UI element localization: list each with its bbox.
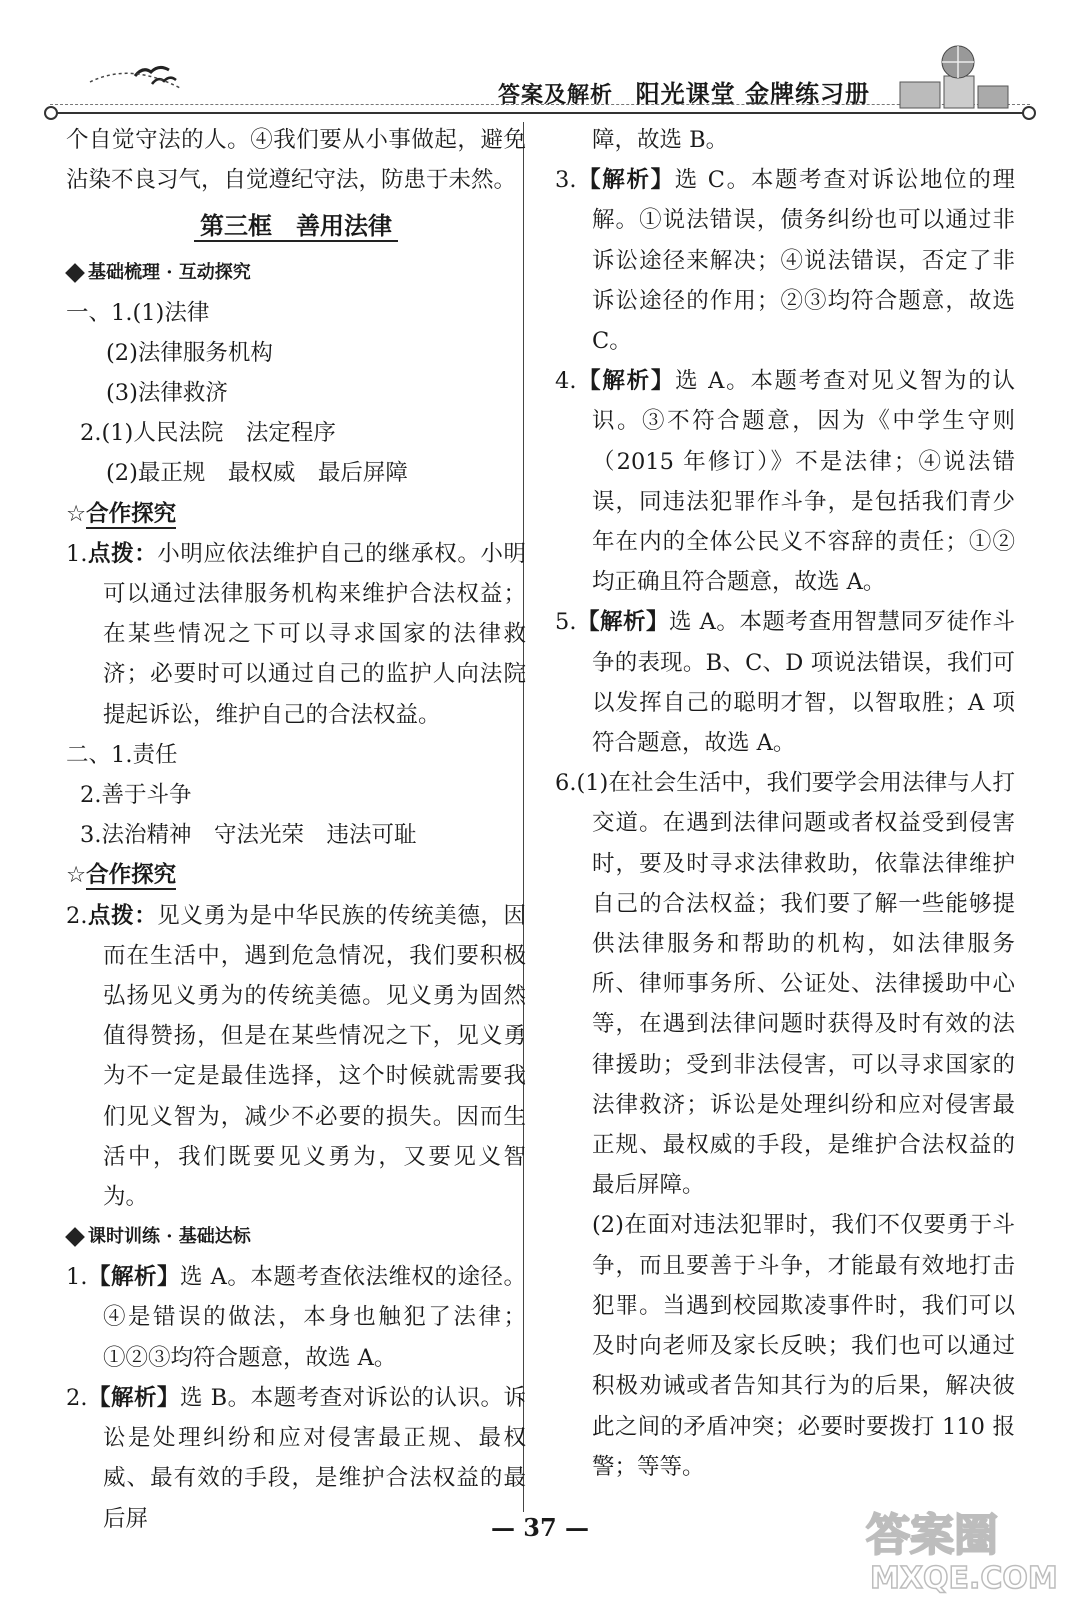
answer-line: (2)法律服务机构 bbox=[106, 339, 273, 366]
watermark-text: 答案圈 bbox=[866, 1510, 998, 1561]
answer-line: (3)法律救济 bbox=[106, 380, 228, 407]
book-brand: 阳光课堂 金牌练习册 bbox=[635, 79, 870, 108]
section-heading-basics: 基础梳理 · 互动探究 bbox=[66, 253, 526, 293]
watermark-logo bbox=[856, 1500, 1066, 1595]
globe-books-icon bbox=[880, 42, 1020, 112]
hint-paragraph: 2.点拨：见义勇为是中华民族的传统美德，因而在生活中，遇到危急情况，我们要积极弘扬见义勇为的传统美德。见义勇为固然值得赞扬，但是在某些情况之下，见义勇为不一定是最佳选择，这个时候就需要我们见义智为，减少不必要的损失。因而生活中，我们既要见义勇为，又要见义智为。 bbox=[66, 902, 526, 1211]
continued-answer: 个自觉守法的人。④我们要从小事做起，避免沾染不良习气，自觉遵纪守法，防患于未然。 bbox=[66, 127, 526, 194]
analysis-paragraph: 5.【解析】选 A。本题考查用智慧同歹徒作斗争的表现。B、C、D 项说法错误，我们可以发挥自己的聪明才智，以智取胜；A 项符合题意，故选 A。 bbox=[555, 609, 1015, 757]
birds-icon bbox=[80, 54, 200, 94]
section-label: 答案及解析 bbox=[497, 82, 613, 108]
cooperative-heading: ☆合作探究 bbox=[66, 862, 177, 889]
section-heading-training: 课时训练 · 基础达标 bbox=[66, 1217, 526, 1257]
header-title bbox=[498, 74, 870, 109]
header-rule bbox=[50, 112, 1030, 114]
answer-line: 2.(1)人民法院 法定程序 bbox=[80, 420, 336, 447]
continued-answer: 障，故选 B。 bbox=[592, 127, 729, 153]
analysis-paragraph: 2.【解析】选 B。本题考查对诉讼的认识。诉讼是处理纠纷和应对侵害最正规、最权威、最有效的手段，是维护合法权益的最后屏 bbox=[66, 1384, 526, 1532]
frame-title: 第三框 善用法律 bbox=[66, 206, 526, 246]
header-dot-left bbox=[44, 106, 58, 120]
watermark-url: MXQE.COM bbox=[870, 1561, 1058, 1595]
analysis-paragraph: 3.【解析】选 C。本题考查对诉讼地位的理解。①说法错误，债务纠纷也可以通过非诉讼途径来解决；④说法错误，否定了非诉讼途径的作用；②③均符合题意，故选 C。 bbox=[555, 167, 1015, 355]
diamond-icon bbox=[65, 263, 85, 283]
answer-line: (2)最正规 最权威 最后屏障 bbox=[106, 460, 408, 487]
left-column bbox=[66, 120, 526, 1539]
diamond-icon bbox=[65, 1227, 85, 1247]
cooperative-heading: ☆合作探究 bbox=[66, 500, 177, 527]
answer-paragraph: (2)在面对违法犯罪时，我们不仅要勇于斗争，而且要善于斗争，才能最有效地打击犯罪。当遇到校园欺凌事件时，我们可以及时向老师及家长反映；我们也可以通过积极劝诫或者告知其行为的后果，解决彼此之间的矛盾冲突；必要时要拨打 110 报警；等等。 bbox=[592, 1212, 1015, 1480]
analysis-paragraph: 1.【解析】选 A。本题考查依法维权的途径。④是错误的做法，本身也触犯了法律；①②③均符合题意，故选 A。 bbox=[66, 1264, 526, 1371]
header-dot-right bbox=[1022, 106, 1036, 120]
analysis-paragraph: 4.【解析】选 A。本题考查对见义智为的认识。③不符合题意，因为《中学生守则（2015 年修订）》不是法律；④说法错误，同违法犯罪作斗争，是包括我们青少年在内的全体公民义不容辞的责任；①②均正确且符合题意，故选 A。 bbox=[555, 368, 1015, 596]
answer-paragraph: 6.(1)在社会生活中，我们要学会用法律与人打交道。在遇到法律问题或者权益受到侵害时，要及时寻求法律救助，依靠法律维护自己的合法权益；我们要了解一些能够提供法律服务和帮助的机构，如法律服务所、律师事务所、公证处、法律援助中心等，在遇到法律问题时获得及时有效的法律援助；受到非法侵害，可以寻求国家的法律救济；诉讼是处理纠纷和应对侵害最正规、最权威的手段，是维护合法权益的最后屏障。 bbox=[555, 770, 1015, 1199]
star-icon: ☆ bbox=[66, 862, 87, 889]
star-icon: ☆ bbox=[66, 500, 87, 527]
right-column bbox=[555, 120, 1015, 1487]
page-header bbox=[40, 40, 1040, 120]
answer-line: 一、1.(1)法律 bbox=[66, 299, 210, 326]
hint-paragraph: 1.点拨：小明应依法维护自己的继承权。小明可以通过法律服务机构来维护合法权益；在某些情况之下可以寻求国家的法律救济；必要时可以通过自己的监护人向法院提起诉讼，维护自己的合法权益。 bbox=[66, 540, 526, 728]
answer-line: 3.法治精神 守法光荣 违法可耻 bbox=[80, 822, 417, 849]
answer-line: 2.善于斗争 bbox=[80, 782, 192, 809]
page-number: — 37 — bbox=[490, 1513, 590, 1542]
answer-line: 二、1.责任 bbox=[66, 741, 178, 768]
